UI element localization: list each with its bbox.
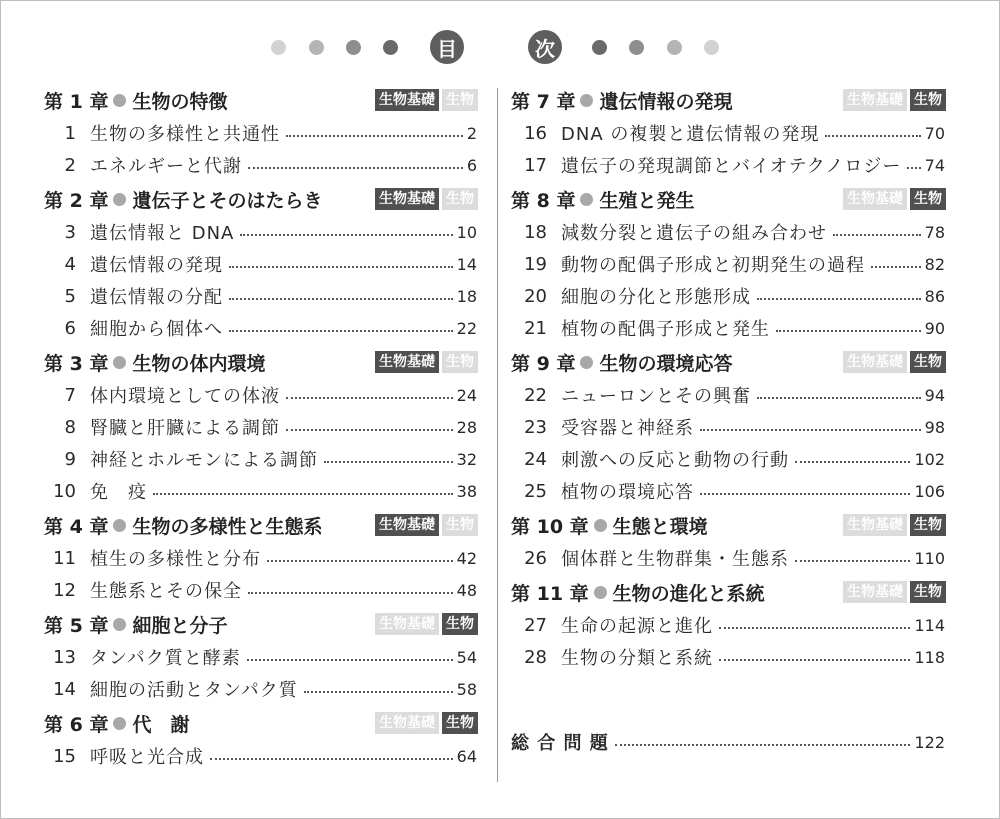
tag-advanced: 生物 — [442, 613, 478, 635]
entry-number: 21 — [524, 317, 547, 339]
leader-dots — [871, 266, 921, 268]
leader-dots — [825, 135, 920, 137]
toc-entry — [515, 217, 945, 247]
entry-title: 生態系とその保全 — [90, 581, 242, 602]
tag-advanced: 生物 — [910, 188, 946, 210]
leader-dots — [229, 298, 453, 300]
tag-advanced: 生物 — [442, 89, 478, 111]
level-tags — [372, 89, 478, 111]
toc-entry — [515, 313, 945, 343]
level-tags — [372, 514, 478, 536]
tag-basic: 生物基礎 — [375, 613, 439, 635]
summary-title: 総 合 問 題 — [511, 733, 609, 754]
toc-entry — [44, 118, 477, 148]
chapter-heading — [44, 184, 322, 214]
entry-page: 102 — [914, 449, 945, 469]
tag-basic: 生物基礎 — [843, 581, 907, 603]
toc-entry — [44, 380, 477, 410]
chapter-heading — [44, 347, 265, 377]
chapter-title: 生物の進化と系統 — [612, 582, 765, 605]
leader-dots — [615, 744, 911, 746]
entry-page: 24 — [456, 385, 477, 405]
tag-basic: 生物基礎 — [375, 514, 439, 536]
toc-entry — [515, 610, 945, 640]
level-tags — [372, 188, 478, 210]
entry-page: 42 — [456, 548, 477, 568]
tag-advanced: 生物 — [910, 89, 946, 111]
entry-title: 神経とホルモンによる調節 — [90, 450, 318, 471]
chapter-heading — [511, 577, 765, 607]
entry-page: 70 — [924, 123, 945, 143]
toc-entry — [44, 642, 477, 672]
chapter-label: 第 8 章 — [511, 189, 576, 212]
entry-title: 遺伝情報と DNA — [90, 223, 235, 244]
leader-dots — [286, 397, 453, 399]
entry-number: 25 — [524, 480, 547, 502]
entry-page: 94 — [924, 385, 945, 405]
toc-entry — [515, 380, 945, 410]
chapter-bullet-icon — [113, 618, 126, 631]
tag-advanced: 生物 — [442, 514, 478, 536]
entry-page: 10 — [456, 222, 477, 242]
entry-page: 106 — [914, 481, 945, 501]
chapter-label: 第 4 章 — [44, 515, 109, 538]
entry-number: 10 — [53, 480, 76, 502]
leader-dots — [757, 397, 921, 399]
entry-title: 細胞の活動とタンパク質 — [90, 680, 298, 701]
entry-page: 64 — [456, 746, 477, 766]
chapter-title: 生物の多様性と生態系 — [132, 515, 323, 538]
entry-number: 23 — [524, 416, 547, 438]
entry-title: ニューロンとその興奮 — [561, 386, 751, 407]
entry-title: DNA の複製と遺伝情報の発現 — [561, 124, 820, 145]
entry-page: 22 — [456, 318, 477, 338]
toc-entry — [515, 150, 945, 180]
entry-title: 細胞から個体へ — [90, 319, 223, 340]
level-tags — [840, 351, 946, 373]
chapter-label: 第 1 章 — [44, 90, 109, 113]
entry-number: 26 — [524, 547, 547, 569]
entry-title: 減数分裂と遺伝子の組み合わせ — [561, 223, 827, 244]
entry-title: 体内環境としての体液 — [90, 386, 280, 407]
tag-advanced: 生物 — [442, 188, 478, 210]
entry-title: 生物の分類と系統 — [561, 648, 713, 669]
entry-title: 受容器と神経系 — [561, 418, 694, 439]
entry-number: 9 — [64, 448, 76, 470]
tag-basic: 生物基礎 — [375, 89, 439, 111]
tag-advanced: 生物 — [442, 712, 478, 734]
tag-advanced: 生物 — [910, 514, 946, 536]
chapter-heading — [511, 510, 708, 540]
chapter-heading — [44, 708, 189, 738]
entry-number: 19 — [524, 253, 547, 275]
chapter-label: 第 3 章 — [44, 352, 109, 375]
chapter-bullet-icon — [113, 94, 126, 107]
leader-dots — [757, 298, 921, 300]
entry-page: 58 — [456, 679, 477, 699]
entry-page: 98 — [924, 417, 945, 437]
tag-basic: 生物基礎 — [375, 351, 439, 373]
entry-title: 植物の環境応答 — [561, 482, 694, 503]
chapter-bullet-icon — [113, 193, 126, 206]
level-tags — [372, 351, 478, 373]
entry-title: 植生の多様性と分布 — [90, 549, 261, 570]
entry-number: 27 — [524, 614, 547, 636]
entry-page: 114 — [914, 615, 945, 635]
leader-dots — [286, 429, 453, 431]
toc-entry — [44, 249, 477, 279]
entry-page: 82 — [924, 254, 945, 274]
entry-title: 個体群と生物群集・生態系 — [561, 549, 789, 570]
chapter-bullet-icon — [594, 586, 607, 599]
chapter-heading — [511, 347, 732, 377]
entry-page: 86 — [924, 286, 945, 306]
entry-page: 48 — [456, 580, 477, 600]
entry-number: 13 — [53, 646, 76, 668]
tag-basic: 生物基礎 — [375, 188, 439, 210]
entry-title: 遺伝情報の分配 — [90, 287, 223, 308]
entry-title: 動物の配偶子形成と初期発生の過程 — [561, 255, 865, 276]
leader-dots — [795, 461, 910, 463]
toc-entry — [515, 444, 945, 474]
leader-dots — [700, 429, 921, 431]
leader-dots — [153, 493, 453, 495]
toc-title-left: 目 — [430, 30, 464, 64]
entry-title: エネルギーと代謝 — [90, 156, 242, 177]
toc-title-right: 次 — [528, 30, 562, 64]
chapter-bullet-icon — [580, 94, 593, 107]
entry-number: 18 — [524, 221, 547, 243]
level-tags — [840, 89, 946, 111]
tag-basic: 生物基礎 — [375, 712, 439, 734]
tag-basic: 生物基礎 — [843, 89, 907, 111]
toc-entry — [44, 217, 477, 247]
entry-number: 6 — [64, 317, 76, 339]
chapter-title: 生物の体内環境 — [132, 352, 266, 375]
chapter-label: 第 9 章 — [511, 352, 576, 375]
chapter-label: 第 6 章 — [44, 713, 109, 736]
entry-page: 74 — [924, 155, 945, 175]
entry-number: 7 — [64, 384, 76, 406]
entry-title: 生命の起源と進化 — [561, 616, 713, 637]
toc-entry — [44, 741, 477, 771]
leader-dots — [229, 330, 453, 332]
chapter-title: 遺伝子とそのはたらき — [132, 189, 323, 212]
chapter-heading — [511, 85, 732, 115]
chapter-bullet-icon — [113, 519, 126, 532]
chapter-bullet-icon — [580, 356, 593, 369]
toc-entry — [44, 412, 477, 442]
toc-entry — [515, 118, 945, 148]
entry-page: 18 — [456, 286, 477, 306]
level-tags — [372, 613, 478, 635]
entry-number: 22 — [524, 384, 547, 406]
entry-page: 90 — [924, 318, 945, 338]
toc-entry — [44, 281, 477, 311]
leader-dots — [229, 266, 453, 268]
entry-number: 28 — [524, 646, 547, 668]
entry-title: 生物の多様性と共通性 — [90, 124, 280, 145]
chapter-title: 生態と環境 — [612, 515, 708, 538]
entry-page: 54 — [456, 647, 477, 667]
entry-title: 遺伝子の発現調節とバイオテクノロジー — [561, 156, 902, 177]
chapter-bullet-icon — [113, 717, 126, 730]
entry-number: 16 — [524, 122, 547, 144]
leader-dots — [210, 758, 453, 760]
leader-dots — [776, 330, 921, 332]
chapter-heading — [44, 609, 227, 639]
toc-entry — [515, 281, 945, 311]
toc-entry — [44, 543, 477, 573]
entry-page: 14 — [456, 254, 477, 274]
tag-advanced: 生物 — [442, 351, 478, 373]
level-tags — [372, 712, 478, 734]
entry-title: 刺激への反応と動物の行動 — [561, 450, 789, 471]
entry-number: 2 — [64, 154, 76, 176]
entry-title: 腎臓と肝臓による調節 — [90, 418, 280, 439]
chapter-title: 代 謝 — [132, 713, 190, 736]
leader-dots — [248, 167, 463, 169]
summary-page: 122 — [914, 732, 945, 752]
toc-entry — [515, 543, 945, 573]
toc-entry — [44, 575, 477, 605]
leader-dots — [240, 234, 452, 236]
chapter-bullet-icon — [580, 193, 593, 206]
leader-dots — [700, 493, 910, 495]
entry-page: 28 — [456, 417, 477, 437]
leader-dots — [719, 659, 910, 661]
entry-page: 6 — [466, 155, 477, 175]
level-tags — [840, 581, 946, 603]
entry-title: 呼吸と光合成 — [90, 747, 204, 768]
chapter-heading — [44, 85, 227, 115]
leader-dots — [247, 659, 453, 661]
leader-dots — [304, 691, 453, 693]
toc-entry — [44, 150, 477, 180]
entry-page: 38 — [456, 481, 477, 501]
leader-dots — [267, 560, 453, 562]
toc-entry — [515, 476, 945, 506]
entry-number: 5 — [64, 285, 76, 307]
level-tags — [840, 514, 946, 536]
entry-page: 110 — [914, 548, 945, 568]
tag-basic: 生物基礎 — [843, 188, 907, 210]
toc-entry — [44, 444, 477, 474]
entry-number: 3 — [64, 221, 76, 243]
entry-number: 20 — [524, 285, 547, 307]
toc-entry — [515, 642, 945, 672]
summary-entry — [511, 727, 945, 757]
entry-title: 免 疫 — [90, 482, 147, 503]
chapter-title: 生物の特徴 — [132, 90, 228, 113]
entry-number: 11 — [53, 547, 76, 569]
entry-page: 2 — [466, 123, 477, 143]
level-tags — [840, 188, 946, 210]
entry-title: 植物の配偶子形成と発生 — [561, 319, 770, 340]
leader-dots — [907, 167, 920, 169]
chapter-heading — [44, 510, 322, 540]
toc-entry — [515, 412, 945, 442]
leader-dots — [248, 592, 453, 594]
chapter-label: 第 11 章 — [511, 582, 589, 605]
chapter-title: 生殖と発生 — [599, 189, 695, 212]
entry-title: 遺伝情報の発現 — [90, 255, 223, 276]
leader-dots — [324, 461, 453, 463]
chapter-label: 第 5 章 — [44, 614, 109, 637]
entry-number: 17 — [524, 154, 547, 176]
chapter-label: 第 10 章 — [511, 515, 589, 538]
chapter-label: 第 2 章 — [44, 189, 109, 212]
entry-number: 24 — [524, 448, 547, 470]
toc-entry — [515, 249, 945, 279]
toc-entry — [44, 476, 477, 506]
leader-dots — [833, 234, 921, 236]
entry-title: タンパク質と酵素 — [90, 648, 241, 669]
tag-basic: 生物基礎 — [843, 514, 907, 536]
entry-number: 8 — [64, 416, 76, 438]
chapter-bullet-icon — [113, 356, 126, 369]
toc-entry — [44, 674, 477, 704]
entry-number: 4 — [64, 253, 76, 275]
tag-basic: 生物基礎 — [843, 351, 907, 373]
entry-number: 14 — [53, 678, 76, 700]
entry-number: 1 — [64, 122, 76, 144]
leader-dots — [719, 627, 910, 629]
entry-page: 118 — [914, 647, 945, 667]
entry-number: 12 — [53, 579, 76, 601]
chapter-heading — [511, 184, 694, 214]
tag-advanced: 生物 — [910, 351, 946, 373]
chapter-title: 生物の環境応答 — [599, 352, 733, 375]
entry-page: 78 — [924, 222, 945, 242]
entry-title: 細胞の分化と形態形成 — [561, 287, 751, 308]
entry-number: 15 — [53, 745, 76, 767]
chapter-label: 第 7 章 — [511, 90, 576, 113]
chapter-title: 遺伝情報の発現 — [599, 90, 733, 113]
tag-advanced: 生物 — [910, 581, 946, 603]
entry-page: 32 — [456, 449, 477, 469]
toc-entry — [44, 313, 477, 343]
leader-dots — [795, 560, 910, 562]
chapter-bullet-icon — [594, 519, 607, 532]
leader-dots — [286, 135, 463, 137]
chapter-title: 細胞と分子 — [132, 614, 228, 637]
